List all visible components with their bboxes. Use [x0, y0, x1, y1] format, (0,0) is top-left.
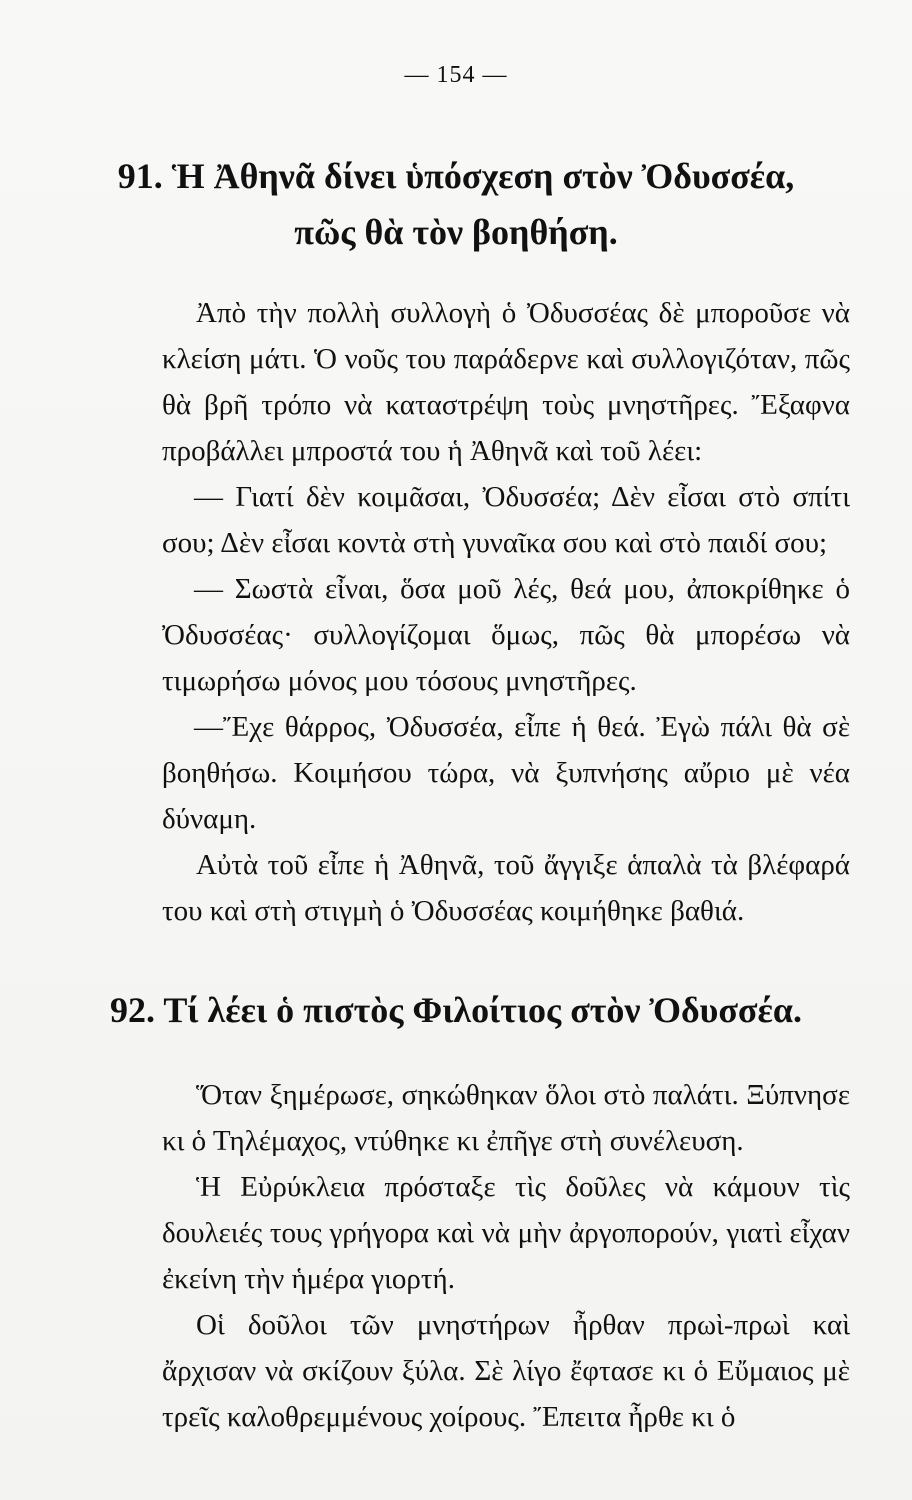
section-92-paragraph-3: Οἱ δοῦλοι τῶν μνηστήρων ἦρθαν πρωὶ-πρωὶ καὶ ἄρχισαν νὰ σκίζουν ξύλα. Σὲ λίγο ἔφτασε κι ὁ Εὔμαιος μὲ τρεῖς καλοθρεμμένους χοίρους. Ἔπειτα ἦρθε κι ὁ — [162, 1309, 850, 1433]
section-91-heading-line-2: πῶς θὰ τὸν βοηθήση. — [294, 212, 618, 252]
page-number: — 154 — — [404, 62, 508, 88]
section-91-heading — [0, 148, 912, 260]
section-91-body — [162, 290, 850, 934]
section-91-paragraph-3: — Σωστὰ εἶναι, ὅσα μοῦ λές, θεά μου, ἀποκρίθηκε ὁ Ὀδυσσέας· συλλογίζομαι ὅμως, πῶς θὰ μπορέσω νὰ τιμωρήσω μόνος μου τόσους μνηστῆρες. — [162, 573, 850, 697]
section-92-paragraph-1: Ὅταν ξημέρωσε, σηκώθηκαν ὅλοι στὸ παλάτι. Ξύπνησε κι ὁ Τηλέμαχος, ντύθηκε κι ἐπῆγε στὴ συνέλευση. — [162, 1079, 850, 1157]
section-91-heading-line-1: 91. Ἡ Ἀθηνᾶ δίνει ὑπόσχεση στὸν Ὀδυσσέα, — [117, 156, 795, 196]
section-92-heading: 92. Τί λέει ὁ πιστὸς Φιλοίτιος στὸν Ὀδυσσέα. — [110, 990, 802, 1030]
section-91-paragraph-2: — Γιατί δὲν κοιμᾶσαι, Ὀδυσσέα; Δὲν εἶσαι στὸ σπίτι σου; Δὲν εἶσαι κοντὰ στὴ γυναῖκα σου καὶ στὸ παιδί σου; — [162, 481, 850, 559]
section-91-paragraph-1: Ἀπὸ τὴν πολλὴ συλλογὴ ὁ Ὀδυσσέας δὲ μποροῦσε νὰ κλείση μάτι. Ὁ νοῦς του παράδερνε καὶ συλλογιζόταν, πῶς θὰ βρῆ τρόπο νὰ καταστρέψη τοὺς μνηστῆρες. Ἔξαφνα προβάλλει μπροστά του ἡ Ἀθηνᾶ καὶ τοῦ λέει: — [162, 297, 850, 467]
section-91-paragraph-4: —Ἔχε θάρρος, Ὀδυσσέα, εἶπε ἡ θεά. Ἐγὼ πάλι θὰ σὲ βοηθήσω. Κοιμήσου τώρα, νὰ ξυπνήσης αὔριο μὲ νέα δύναμη. — [162, 711, 850, 835]
section-92-paragraph-2: Ἡ Εὐρύκλεια πρόσταξε τὶς δοῦλες νὰ κάμουν τὶς δουλειές τους γρήγορα καὶ νὰ μὴν ἀργοπορούν, γιατὶ εἶχαν ἐκείνη τὴν ἡμέρα γιορτή. — [162, 1171, 850, 1295]
section-92-body — [162, 1072, 850, 1440]
section-91-paragraph-5: Αὐτὰ τοῦ εἶπε ἡ Ἀθηνᾶ, τοῦ ἄγγιξε ἁπαλὰ τὰ βλέφαρά του καὶ στὴ στιγμὴ ὁ Ὀδυσσέας κοιμήθηκε βαθιά. — [162, 849, 850, 927]
